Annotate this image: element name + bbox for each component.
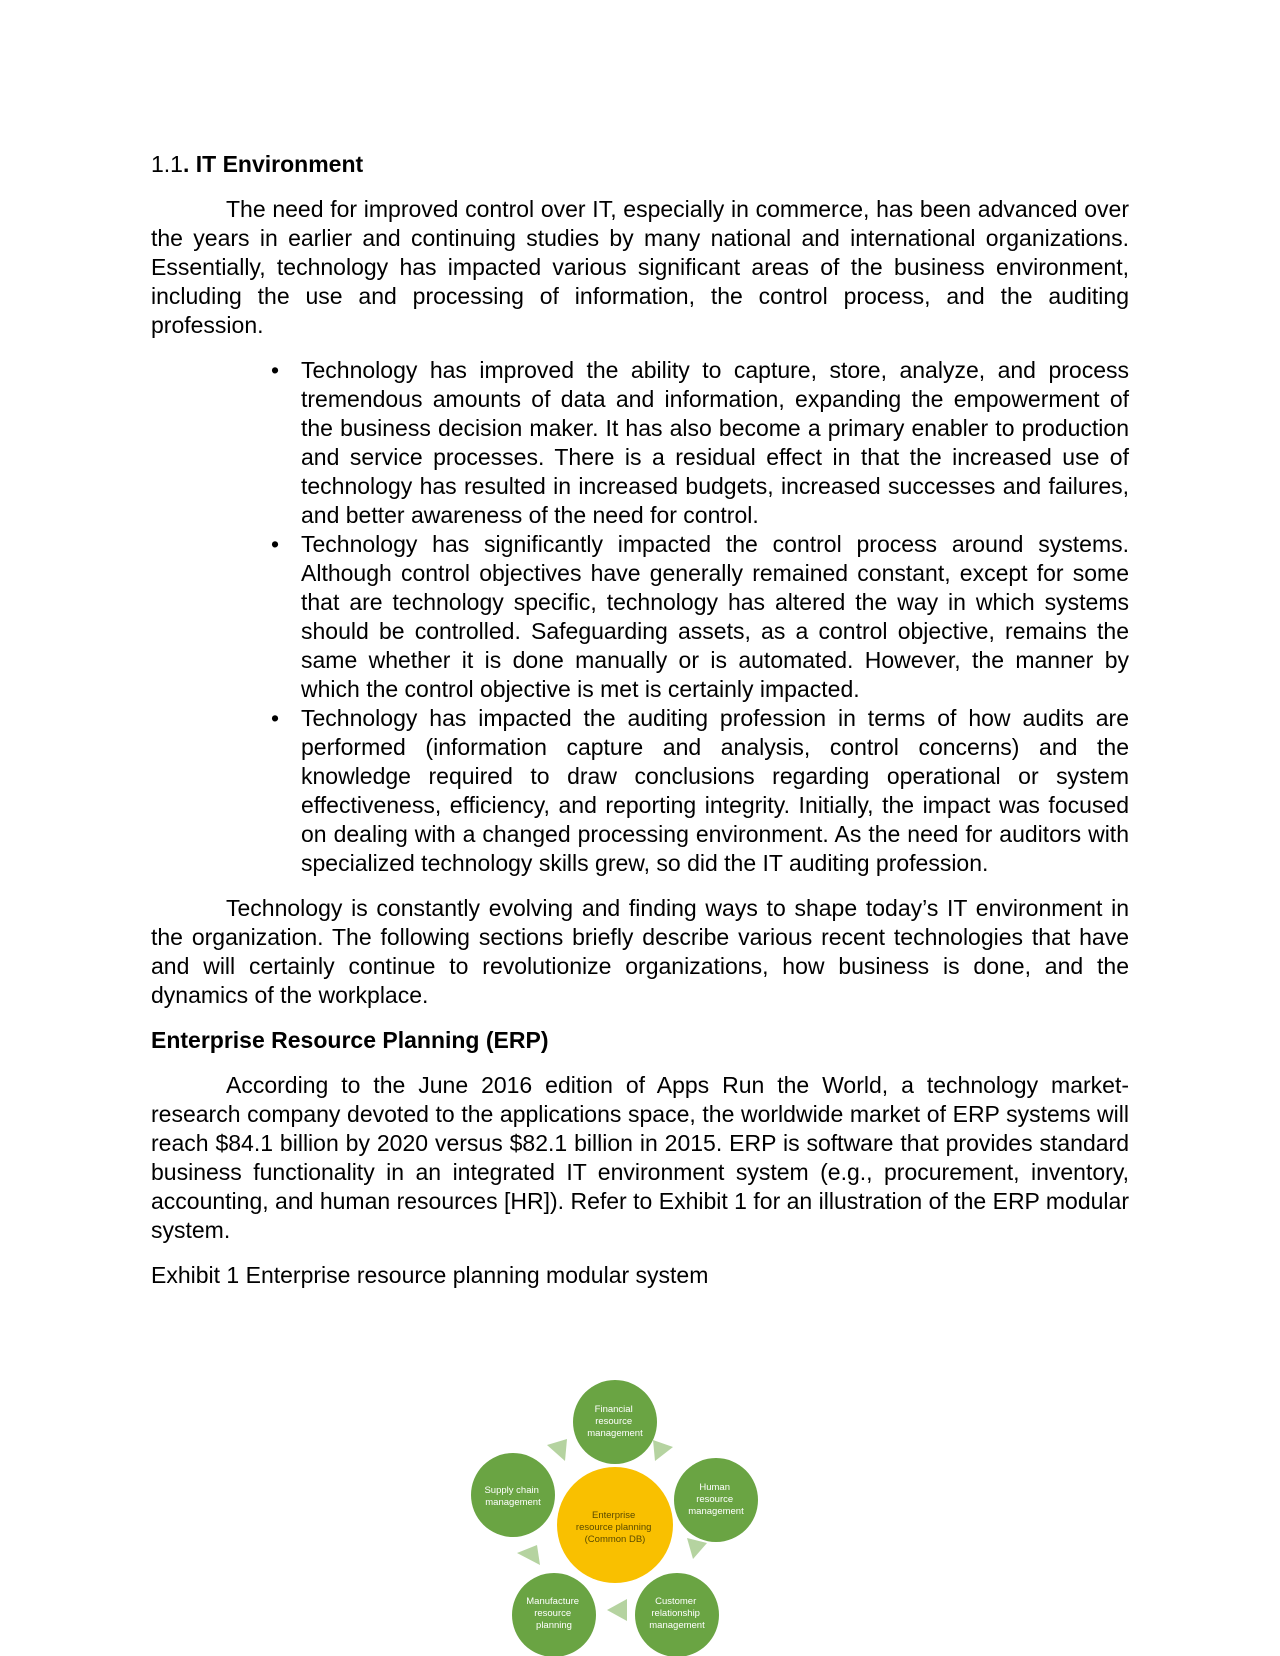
bullet-text: Technology has significantly impacted the control process around systems. Although control objectives have generally remained constant, except for some that are technology specific, technology has altered the way in which systems should be controlled. Safeguarding assets, as a control objective, remains the same whether it is done manually or is automated. However, the manner by which the control objective is met is certainly impacted. — [301, 531, 1129, 702]
label-line: resource — [534, 1608, 572, 1619]
arrow-financial-to-hr — [653, 1440, 673, 1461]
document-page — [151, 150, 1129, 1290]
bullet-item — [270, 356, 1129, 530]
exhibit-caption: Exhibit 1 Enterprise resource planning modular system — [151, 1262, 709, 1288]
label-line: management — [485, 1497, 541, 1508]
label-line: resource planning — [575, 1522, 652, 1533]
label-line: Customer — [655, 1596, 697, 1607]
bullet-text: Technology has improved the ability to capture, store, analyze, and process tremendous amounts of data and information, expanding the empowerment of the business decision maker. It has also become a primary enabler to production and service processes. There is a residual effect in that the increased use of technology has resulted in increased budgets, increased successes and failures, and better awareness of the need for control. — [301, 357, 1129, 528]
label-line: Human — [699, 1482, 730, 1493]
erp-paragraph: According to the June 2016 edition of Apps Run the World, a technology market-research company devoted to the applications space, the worldwide market of ERP systems will reach $84.1 billion by 2020 versus $82.1 billion in 2015. ERP is software that provides standard business functionality in an integrated IT environment system (e.g., procurement, inventory, accounting, and human resources [HR]). Refer to Exhibit 1 for an illustration of the ERP modular system. — [151, 1072, 1129, 1243]
erp-diagram-svg — [465, 1375, 765, 1656]
label-financial — [587, 1404, 643, 1439]
arrow-crm-to-mrp — [607, 1599, 627, 1621]
label-line: Supply chain — [484, 1485, 539, 1496]
arrow-scm-to-financial — [547, 1439, 567, 1461]
label-crm — [649, 1596, 705, 1631]
bullet-text: Technology has impacted the auditing profession in terms of how audits are performed (information capture and analysis, control concerns) and the knowledge required to draw conclusions regarding operational or system effectiveness, efficiency, and reporting integrity. Initially, the impact was focused on dealing with a changed processing environment. As the need for auditors with specialized technology skills grew, so did the IT auditing profession. — [301, 705, 1129, 876]
section-title: . IT Environment — [182, 151, 364, 177]
label-line: Financial — [594, 1404, 633, 1415]
section-heading — [151, 150, 1129, 179]
bullet-dot: • — [270, 357, 280, 383]
section-number: 1.1 — [151, 151, 183, 177]
bullet-dot: • — [270, 531, 280, 557]
label-line: resource — [595, 1416, 633, 1427]
evolving-paragraph: Technology is constantly evolving and finding ways to shape today’s IT environment in the organization. The following sections briefly describe various recent technologies that have and will certainly continue to revolutionize organizations, how business is done, and the dynamics of the workplace. — [151, 895, 1129, 1008]
erp-heading-text: Enterprise Resource Planning (ERP) — [151, 1027, 549, 1053]
label-line: management — [649, 1620, 705, 1631]
label-line: Enterprise — [592, 1510, 636, 1521]
label-line: (Common DB) — [584, 1534, 646, 1545]
label-line: management — [587, 1428, 643, 1439]
label-line: planning — [536, 1620, 572, 1631]
erp-diagram — [465, 1375, 765, 1656]
bullet-list — [151, 356, 1129, 878]
arrow-mrp-to-scm — [517, 1545, 540, 1565]
label-line: Manufacture — [526, 1596, 580, 1607]
arrow-hr-to-crm — [687, 1538, 707, 1559]
label-line: relationship — [651, 1608, 700, 1619]
bullet-item — [270, 530, 1129, 704]
label-scm — [484, 1485, 541, 1508]
bullet-item — [270, 704, 1129, 878]
bullet-dot: • — [270, 705, 280, 731]
intro-paragraph: The need for improved control over IT, especially in commerce, has been advanced over the years in earlier and continuing studies by many national and international organizations. Essentially, technology has impacted various significant areas of the business environment, including the use and processing of information, the control process, and the auditing profession. — [151, 196, 1129, 338]
label-line: management — [688, 1506, 744, 1517]
erp-heading — [151, 1026, 1129, 1055]
label-line: resource — [696, 1494, 734, 1505]
